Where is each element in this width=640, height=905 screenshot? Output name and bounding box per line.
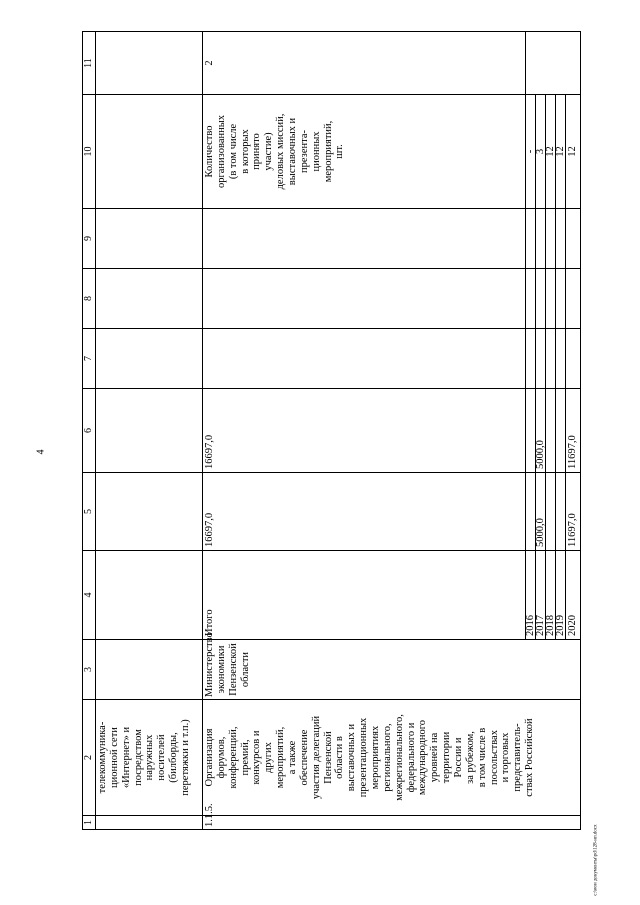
col-number-5: 5 — [83, 473, 96, 551]
continuation-col10 — [96, 95, 203, 209]
col-number-11: 11 — [83, 32, 96, 95]
program-table — [82, 31, 581, 830]
year-col5: 11697,0 — [566, 473, 581, 551]
continuation-col3 — [96, 640, 203, 700]
year-col10: 12 — [566, 95, 581, 209]
year-col8 — [526, 269, 536, 329]
year-col5 — [546, 473, 556, 551]
continuation-col8 — [96, 269, 203, 329]
year-cell: 2016 — [526, 551, 536, 640]
year-col9 — [566, 209, 581, 269]
continuation-col6 — [96, 389, 203, 473]
item-total-row — [203, 32, 526, 830]
item-number: 1.1.5. — [203, 816, 581, 830]
year-col6 — [526, 389, 536, 473]
year-col10: - — [526, 95, 536, 209]
year-col7 — [526, 329, 536, 389]
col-number-10: 10 — [83, 95, 96, 209]
year-col9 — [526, 209, 536, 269]
continuation-col11 — [96, 32, 203, 95]
year-col8 — [556, 269, 566, 329]
continuation-row — [96, 32, 203, 830]
year-col7 — [536, 329, 546, 389]
col-number-9: 9 — [83, 209, 96, 269]
item-name: Организация форумов, конференций, премий, конкурсов и других мероприятий, а также обеспечение участия делегаций Пензенской области в выставочных и презентационных мероприятиях регионального, межрегионального, федерального и международного уровней на территории России и за рубежом, в том числе в посольствах и торговых представитель- ствах Российской — [203, 700, 581, 816]
total-col5: 16697,0 — [203, 473, 526, 551]
year-col7 — [566, 329, 581, 389]
col-number-1: 1 — [83, 816, 96, 830]
year-cell: 2017 — [536, 551, 546, 640]
year-cell: 2019 — [556, 551, 566, 640]
year-col6: 5000,0 — [536, 389, 546, 473]
year-col10: 12 — [546, 95, 556, 209]
continuation-col1 — [96, 816, 203, 830]
year-col8 — [566, 269, 581, 329]
continuation-col2-text: телекоммуника- ционной сети «Интернет» и посредством наружных носителей (билборды, перетяжки и т.п.) — [96, 700, 203, 816]
total-col9 — [203, 209, 526, 269]
year-col6 — [546, 389, 556, 473]
continuation-col9 — [96, 209, 203, 269]
total-label: Итого — [203, 551, 526, 640]
col-number-4: 4 — [83, 551, 96, 640]
col-number-3: 3 — [83, 640, 96, 700]
item-executor: Министерство экономики Пензенской области — [203, 640, 581, 700]
col-number-6: 6 — [83, 389, 96, 473]
col-number-2: 2 — [83, 700, 96, 816]
year-col5: 5000,0 — [536, 473, 546, 551]
year-col7 — [556, 329, 566, 389]
total-col6: 16697,0 — [203, 389, 526, 473]
continuation-col5 — [96, 473, 203, 551]
continuation-col7 — [96, 329, 203, 389]
year-col5 — [526, 473, 536, 551]
continuation-col4 — [96, 551, 203, 640]
year-cell: 2020 — [566, 551, 581, 640]
rotated-table-container — [82, 32, 583, 830]
year-col7 — [546, 329, 556, 389]
year-col10: 12 — [556, 95, 566, 209]
page-number-text: 4 — [35, 449, 47, 455]
column-number-row — [83, 32, 96, 830]
indicator-text: Количество организованных (в том числе в которых принято участие) деловых миссий, выставочных и презента- ционных мероприятий, шт. — [203, 95, 526, 209]
year-col5 — [556, 473, 566, 551]
col-number-7: 7 — [83, 329, 96, 389]
footer-path-text: c:\мои документы\pd\128-нп.docx — [593, 824, 599, 896]
year-col9 — [536, 209, 546, 269]
year-col6: 11697,0 — [566, 389, 581, 473]
col-number-8: 8 — [83, 269, 96, 329]
year-col9 — [546, 209, 556, 269]
total-col8 — [203, 269, 526, 329]
col11-value: 2 — [203, 32, 526, 95]
years-col11 — [526, 32, 581, 95]
year-col9 — [556, 209, 566, 269]
year-cell: 2018 — [546, 551, 556, 640]
total-col7 — [203, 329, 526, 389]
year-col8 — [546, 269, 556, 329]
year-col8 — [536, 269, 546, 329]
year-col10: 3 — [536, 95, 546, 209]
year-col6 — [556, 389, 566, 473]
